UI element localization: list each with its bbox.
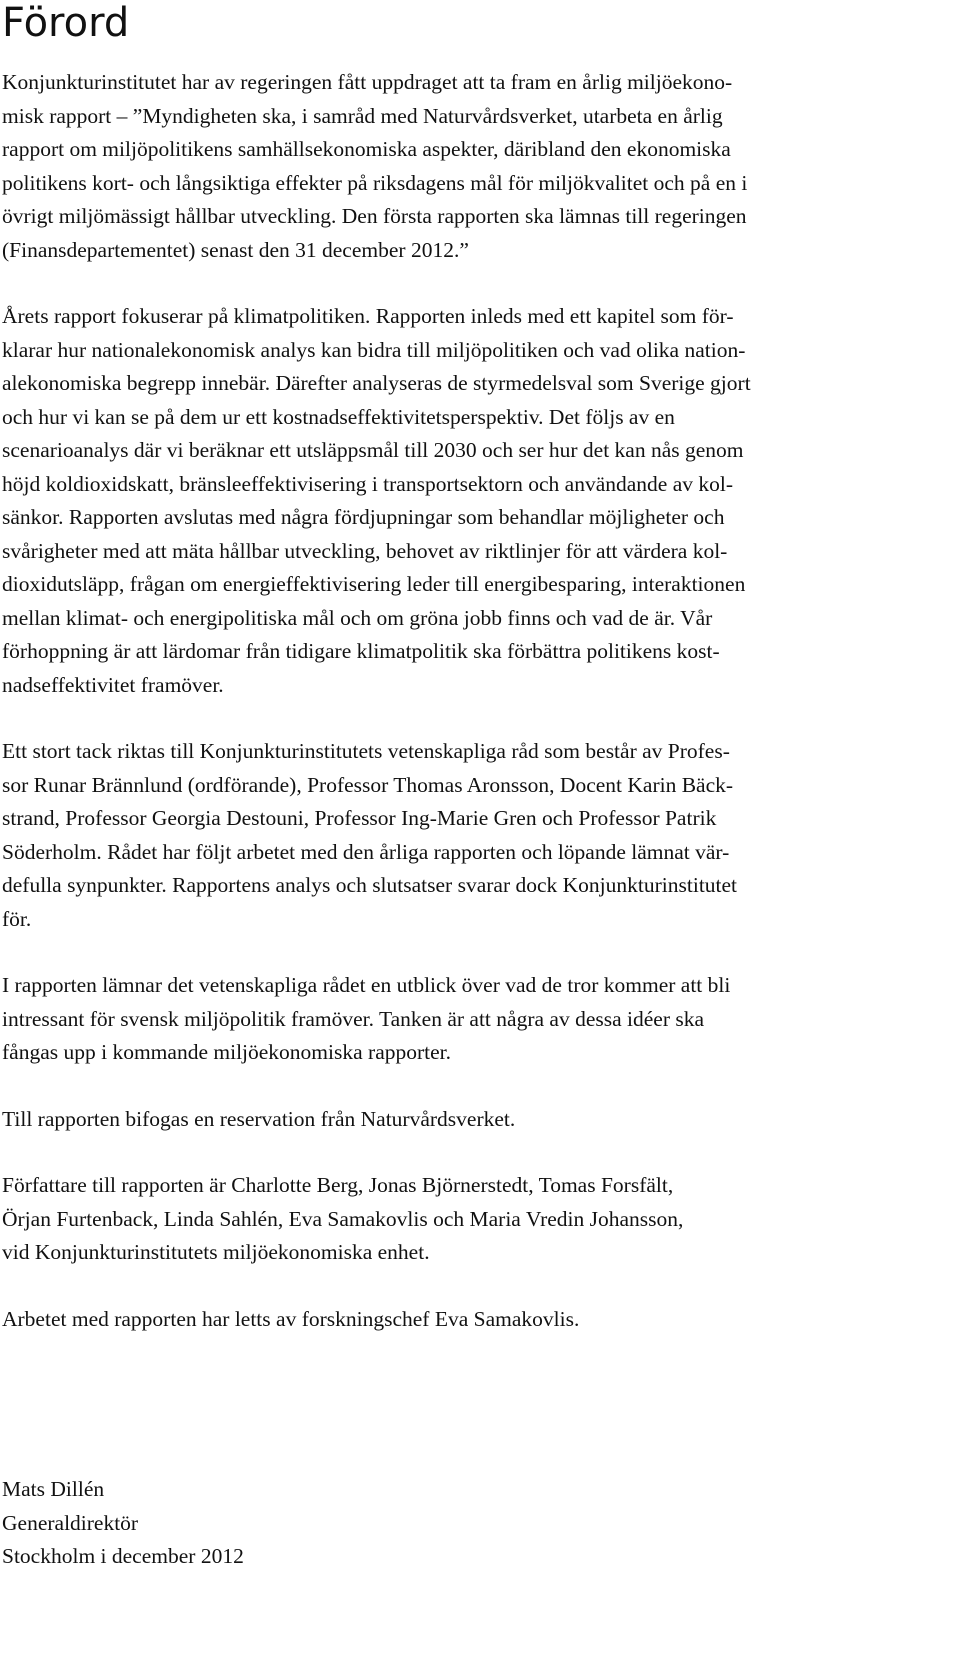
paragraph-assignment: Konjunkturinstitutet har av regeringen fått uppdraget att ta fram en årlig miljöekono- misk rapport – ”Myndigheten ska, i samråd med Naturvårdsverket, utarbeta en årlig rapport om miljöpolitikens samhällsekonomiska aspekter, däribland den ekonomiska politikens kort- och långsiktiga effekter på riksdagens mål för miljökvalitet och på en i övrigt miljömässigt hållbar utveckling. Den första rapporten ska lämnas till regeringen (Finansdepartementet) senast den 31 december 2012.” (2, 70, 748, 262)
signature-place-date: Stockholm i december 2012 (2, 1544, 244, 1568)
document-body (2, 66, 940, 1336)
paragraph-project-lead: Arbetet med rapporten har letts av forskningschef Eva Samakovlis. (2, 1306, 580, 1331)
paragraph-reservation: Till rapporten bifogas en reservation från Naturvårdsverket. (2, 1106, 516, 1131)
page-title: Förord (2, 0, 130, 46)
paragraph-authors: Författare till rapporten är Charlotte Berg, Jonas Björnerstedt, Tomas Forsfält, Örjan Furtenback, Linda Sahlén, Eva Samakovlis och Maria Vredin Johansson, vid Konjunkturinstitutets miljöekonomiska enhet. (2, 1173, 684, 1264)
paragraph-acknowledgements: Ett stort tack riktas till Konjunkturinstitutets vetenskapliga råd som består av Profes- sor Runar Brännlund (ordförande), Professor Thomas Aronsson, Docent Karin Bäck- strand, Professor Georgia Destouni, Professor Ing-Marie Gren och Professor Patrik Söderholm. Rådet har följt arbetet med den årliga rapporten och löpande lämnat vär- defulla synpunkter. Rapportens analys och slutsatser svarar dock Konjunkturinstitutet för. (2, 739, 738, 931)
signature-role: Generaldirektör (2, 1510, 139, 1535)
signature-name: Mats Dillén (2, 1477, 105, 1501)
paragraph-scientific-council: I rapporten lämnar det vetenskapliga rådet en utblick över vad de tror kommer att bli intressant för svensk miljöpolitik framöver. Tanken är att några av dessa idéer ska fångas upp i kommande miljöekonomiska rapporter. (2, 973, 731, 1064)
signature-block (2, 1473, 244, 1574)
paragraph-report-focus: Årets rapport fokuserar på klimatpolitiken. Rapporten inleds med ett kapitel som för- klarar hur nationalekonomisk analys kan bidra till miljöpolitiken och vad olika nation- alekonomiska begrepp innebär. Därefter analyseras de styrmedelsval som Sverige gjort och hur vi kan se på dem ur ett kostnadseffektivitetsperspektiv. Det följs av en scenarioanalys där vi beräknar ett utsläppsmål till 2030 och ser hur det kan nås genom höjd koldioxidskatt, bränsleeffektivisering i transportsektorn och användande av kol- sänkor. Rapporten avslutas med några fördjupningar som behandlar möjligheter och svårigheter med att mäta hållbar utveckling, behovet av riktlinjer för att värdera kol- dioxidutsläpp, frågan om energieffektivisering leder till energibesparing, interaktionen mellan klimat- och energipolitiska mål och om gröna jobb finns och vad de är. Vår förhoppning är att lärdomar från tidigare klimatpolitik ska förbättra politikens kost- nadseffektivitet framöver. (2, 304, 751, 697)
